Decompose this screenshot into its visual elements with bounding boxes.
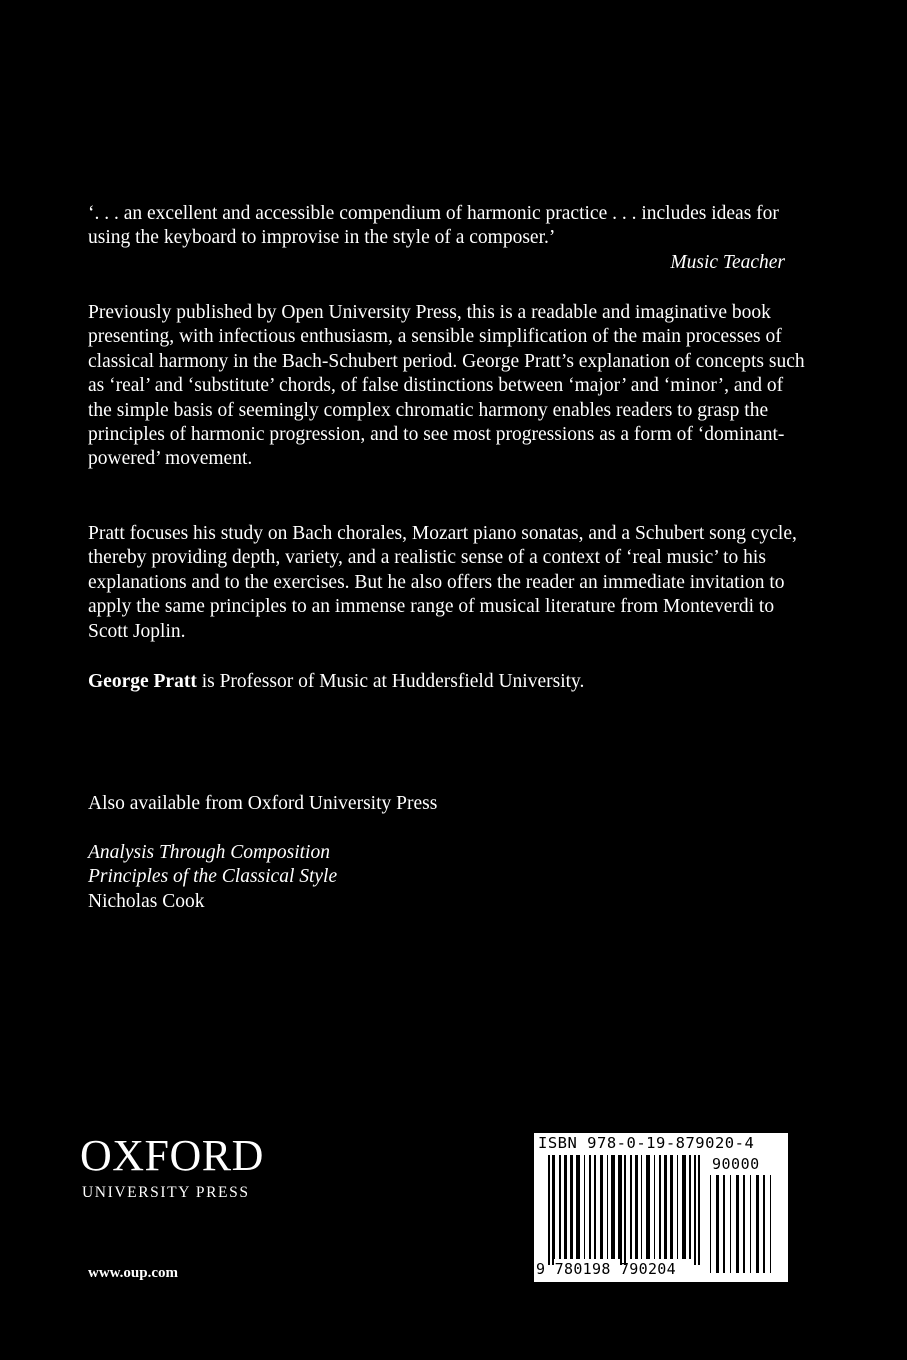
barcode-bar: [559, 1155, 561, 1259]
author-name: George Pratt: [88, 671, 197, 692]
barcode-bar: [682, 1155, 686, 1259]
barcode-bar: [677, 1155, 678, 1259]
barcode-number: 9 780198 790204: [536, 1260, 676, 1278]
author-bio-text: is Professor of Music at Huddersfield University.: [196, 671, 585, 692]
barcode-bar: [689, 1155, 691, 1259]
barcode-bar: [730, 1175, 731, 1273]
barcode: [534, 1133, 788, 1282]
also-available-heading-block: [88, 792, 808, 816]
barcode-bar: [736, 1175, 739, 1273]
barcode-bar: [589, 1155, 591, 1259]
also-available-heading: Also available from Oxford University Press: [88, 793, 438, 814]
description-paragraph-2: [88, 522, 808, 644]
barcode-bar: [756, 1175, 759, 1273]
barcode-bar: [698, 1155, 700, 1265]
barcode-bar: [624, 1155, 626, 1265]
barcode-bar: [600, 1155, 603, 1259]
barcode-bar: [552, 1155, 554, 1265]
barcode-bar: [635, 1155, 638, 1259]
author-bio: [88, 670, 808, 694]
isbn-label: ISBN 978-0-19-879020-4: [538, 1134, 755, 1152]
related-title-1: Analysis Through Composition: [88, 842, 330, 863]
description-paragraph-1: [88, 301, 808, 472]
description-text-2: Pratt focuses his study on Bach chorales, Mozart piano sonatas, and a Schubert song cycle, thereby providing depth, variety, and a realistic sense of a context of ‘real music’ to his explanations and to the exercises. But he also offers the reader an immediate invitation to apply the same principles to an immense range of musical literature from Monteverdi to Scott Joplin.: [88, 523, 797, 642]
publisher-logo: [80, 1131, 300, 1202]
barcode-bar: [576, 1155, 580, 1259]
barcode-bar: [607, 1155, 608, 1259]
barcode-bar: [750, 1175, 751, 1273]
barcode-bar: [584, 1155, 585, 1259]
barcode-bar: [763, 1175, 765, 1273]
barcode-bar: [664, 1155, 667, 1259]
barcode-bar: [710, 1175, 711, 1273]
barcode-bar: [723, 1175, 725, 1273]
barcode-bar: [694, 1155, 696, 1265]
review-source: Music Teacher: [670, 251, 785, 273]
barcode-bar: [620, 1155, 622, 1265]
barcode-bar: [548, 1155, 550, 1265]
barcode-bar: [659, 1155, 661, 1259]
barcode-bar: [570, 1155, 573, 1259]
barcode-bar: [611, 1155, 615, 1259]
related-author: Nicholas Cook: [88, 890, 205, 912]
barcode-addon-number: 90000: [712, 1155, 760, 1173]
barcode-bar: [646, 1155, 650, 1259]
review-block: [88, 202, 808, 275]
publisher-logo-name: OXFORD: [80, 1131, 264, 1180]
barcode-bar: [770, 1175, 771, 1273]
barcode-bar: [716, 1175, 719, 1273]
publisher-url: www.oup.com: [88, 1265, 179, 1281]
barcode-bar: [564, 1155, 567, 1259]
also-available-list: [88, 841, 808, 914]
publisher-logo-sub: UNIVERSITY PRESS: [82, 1184, 250, 1201]
barcode-bar: [594, 1155, 596, 1259]
barcode-bar: [670, 1155, 673, 1259]
review-quote: ‘. . . an excellent and accessible compendium of harmonic practice . . . includes ideas for using the keyboard to improvise in the style of a composer.’: [88, 203, 779, 249]
barcode-bar: [630, 1155, 632, 1259]
description-text-1: Previously published by Open University Press, this is a readable and imaginative book presenting, with infectious enthusiasm, a sensible simplification of the main processes of classical harmony in the Bach-Schubert period. George Pratt’s explanation of concepts such as ‘real’ and ‘substitute’ chords, of false distinctions between ‘major’ and ‘minor’, and of the simple basis of seemingly complex chromatic harmony enables readers to grasp the principles of harmonic progression, and to see most progressions as a form of ‘dominant-powered’ movement.: [88, 302, 805, 470]
related-title-2: Principles of the Classical Style: [88, 866, 338, 888]
barcode-bar: [743, 1175, 745, 1273]
barcode-bar: [641, 1155, 642, 1259]
barcode-bar: [654, 1155, 655, 1259]
